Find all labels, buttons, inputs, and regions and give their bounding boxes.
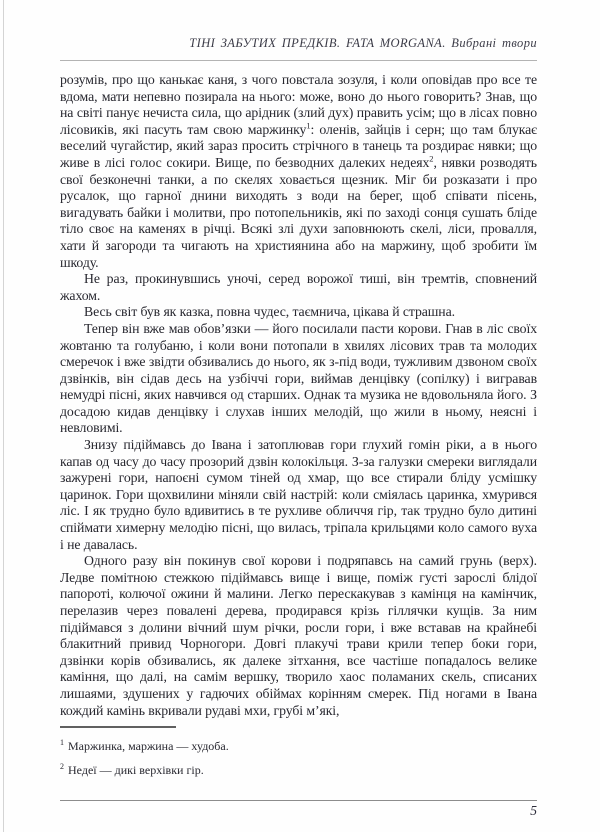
paragraph: Одного разу він покинув свої корови і подряпавсь на самий грунь (верх). Ледве помітною стежкою підіймавсь вище і вище, поміж густі зарослі блідої папороті, колючої ожини й малини. Легко перескакував з камінця на камінчик, перелазив через повалені дерева, продирався крізь гіллячки кущів. За ним підіймався з долини вічний шум річки, росли гори, і вже вставав на крайнебі блакитний привид Чорногори. Довгі плакучі трави крили тепер боки гори, дзвінки корів обзивались, як далеке зітхання, все частіше попадалось велике каміння, що далі, на самім вершку, творило хаос поламаних скель, списаних лишаями, здушених у гадючих обіймах корінням смерек. Під ногами в Івана кождий камінь вкривали рудаві мхи, грубі м’які, xyxy=(60,553,537,718)
page-number: 5 xyxy=(530,803,537,818)
footer-rule xyxy=(60,800,537,801)
body-text xyxy=(60,72,537,719)
footnote: $^2$ Недеї — дикі верхівки гір. xyxy=(60,762,204,778)
footnote: $^1$ Маржинка, маржина — худоба. xyxy=(60,738,229,754)
paragraph: Весь світ був як казка, повна чудес, таємнича, цікава й страшна. xyxy=(84,304,455,320)
paragraph: розумів, про що канькає каня, з чого повстала зозуля, і коли оповідав про все те вдома, мати непевно позирала на нього: може, воно до нього говорить? Знав, що на світі панує нечиста сила, що арідник (злий дух) править усім; що в лісах повно лісовиків, які пасуть там свою маржинку$^1$: оленів, зайців і серн; що там блукає веселий чугайстир, який зараз просить стрічного в танець та роздирає нявки; що живе в лісі голос сокири. Вище, по безводних далеких недеях$^2$, нявки розводять свої безконечні танки, а по скелях ховається щезник. Міг би розказати і про русалок, що гарної днини виходять з води на берег, щоб співати пісень, вигадувать байки і молитви, про потопельників, які по заході сонця сушать бліде тіло своє на каменях в річці. Всякі злі духи заповнюють скелі, ліси, провалля, хати й загороди та чигають на християнина або на маржину, щоб зробити їм шкоду. xyxy=(60,72,537,270)
footnote-reference: 2 xyxy=(429,153,434,164)
header-rule xyxy=(60,60,537,61)
running-header xyxy=(60,36,537,51)
paragraph: Знизу підіймавсь до Івана і затоплював гори глухий гомін ріки, а в нього капав од часу до часу прозорий дзвін колокільця. З-за галузки смереки виглядали зажурені гори, напоєні сумом тіней од хмар, що все стирали бліду усмішку царинок. Гори щохвилини міняли свій настрій: коли сміялась царинка, хмурився ліс. І як трудно було вдивитись в те рухливе обличчя гір, так трудно було дитині спіймати химерну мелодію пісні, що вилась, тріпала крильцями коло самого вуха і не давалась. xyxy=(60,437,537,552)
paragraph: Тепер він вже мав обов’язки — його посилали пасти корови. Гнав в ліс своїх жовтаню та голубаню, і коли вони потопали в хвилях лісових трав та молодих смеречок і вже звідти обзивались до нього, як з-під води, тужливим дзвоном своїх дзвінків, він сідав десь на узбіччі гори, виймав денцівку (сопілку) і вигравав немудрі пісні, яких навчився од старших. Однак та музика не вдовольняла його. З досадою кидав денцівку і слухав інших мелодій, що жили в ньому, неясні і невловимі. xyxy=(60,320,537,436)
page-content xyxy=(60,36,537,781)
footnotes xyxy=(60,733,537,780)
footnote-marker: 2 xyxy=(60,762,64,772)
page-left-edge xyxy=(3,0,4,832)
footnote-separator xyxy=(60,726,176,728)
footnote-reference: 1 xyxy=(306,120,311,131)
running-header-collection: Вибрані твори xyxy=(451,36,537,50)
paragraph: Не раз, прокинувшись уночі, серед ворожої тиші, він тремтів, сповнений жахом. xyxy=(60,271,537,303)
running-header-titles: ТІНІ ЗАБУТИХ ПРЕДКІВ. FATA MORGANA. xyxy=(189,36,446,50)
footnote-marker: 1 xyxy=(60,738,64,748)
